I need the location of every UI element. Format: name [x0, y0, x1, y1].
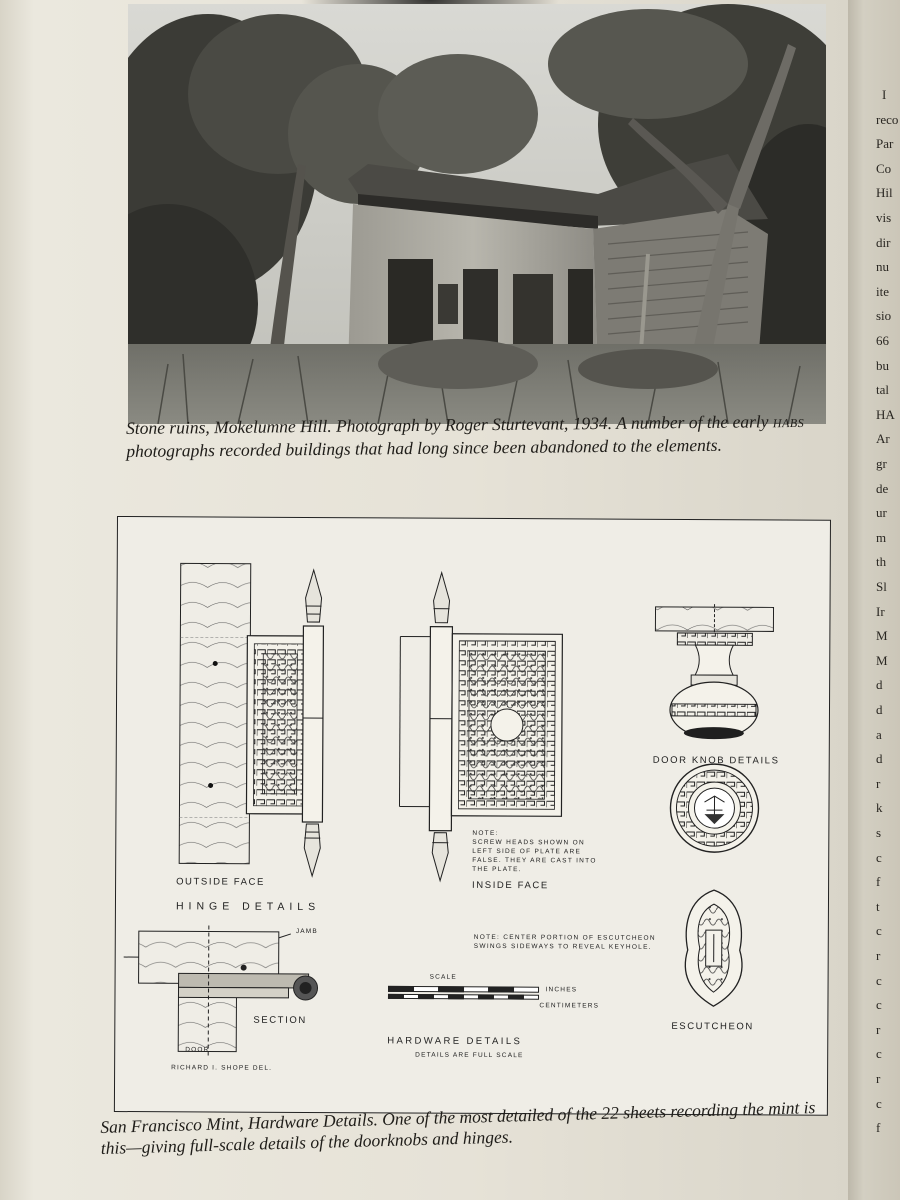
hardware-details-drawing: [114, 516, 831, 1116]
facing-page-fragment: c: [876, 972, 882, 988]
photograph-stone-ruins: [128, 4, 826, 424]
label-inches: INCHES: [545, 986, 578, 994]
label-hardware-details: HARDWARE DETAILS: [387, 1035, 523, 1048]
facing-page-fragment: r: [876, 775, 881, 791]
facing-page-fragment: bu: [876, 357, 889, 373]
facing-page-fragment: 66: [876, 333, 889, 348]
label-door-knob-details: DOOR KNOB DETAILS: [652, 754, 780, 767]
label-escutcheon: ESCUTCHEON: [671, 1020, 754, 1033]
facing-page-fragment: Par: [876, 136, 894, 152]
facing-page-fragment: tal: [876, 382, 889, 398]
note-escutcheon: NOTE: CENTER PORTION OF ESCUTCHEON SWINGS SIDEWAYS TO REVEAL KEYHOLE.: [473, 933, 656, 951]
facing-page-fragment: d: [876, 677, 883, 693]
facing-page-fragment: r: [876, 1071, 881, 1086]
facing-page-fragment: sio: [876, 308, 892, 324]
label-scale: SCALE: [429, 973, 457, 981]
facing-page-fragment: Hil: [876, 185, 893, 201]
facing-page-fragment: M: [876, 628, 888, 644]
facing-page-fragment: M: [876, 652, 888, 668]
photo-caption: [126, 411, 838, 462]
facing-page-fragment: r: [876, 1021, 881, 1037]
facing-page-fragment: Ir: [876, 603, 885, 619]
facing-page-fragment: c: [876, 849, 882, 865]
label-hinge-details: HINGE DETAILS: [175, 900, 321, 914]
label-section: SECTION: [253, 1014, 307, 1027]
facing-page-fragment: c: [876, 997, 882, 1013]
facing-page-fragment: a: [876, 726, 882, 742]
facing-page-fragment: Sl: [876, 579, 887, 594]
facing-page-fragment: t: [876, 898, 880, 914]
label-delineator: RICHARD I. SHOPE DEL.: [171, 1064, 273, 1072]
facing-page-fragment: I: [882, 87, 887, 102]
facing-page-fragment: ite: [876, 283, 889, 299]
facing-page-fragment: f: [876, 874, 881, 890]
facing-page-fragment: vis: [876, 210, 892, 225]
facing-page-fragment: gr: [876, 456, 887, 471]
label-full-scale: DETAILS ARE FULL SCALE: [415, 1051, 524, 1060]
facing-page-fragment: c: [876, 1095, 882, 1111]
photo-caption-habs: HABS: [772, 415, 805, 431]
facing-page-fragment: dir: [876, 234, 891, 250]
facing-page: [848, 0, 900, 1200]
label-centimeters: CENTIMETERS: [539, 1002, 600, 1010]
facing-page-fragment: reco: [876, 111, 899, 127]
facing-page-fragment: HA: [876, 406, 895, 422]
drawing-caption: San Francisco Mint, Hardware Details. One of the most detailed of the 22 sheets recording the mint is this—giving full-scale details of the doorknobs and hinges.: [100, 1097, 816, 1158]
photo-caption-text-b: photographs recorded buildings that had long since been abandoned to the elements.: [126, 434, 722, 461]
facing-page-fragment: r: [876, 948, 881, 963]
facing-page-fragment: c: [876, 923, 882, 939]
label-jamb: JAMB: [295, 927, 318, 936]
facing-page-fragment: de: [876, 480, 889, 496]
facing-page-fragment: ur: [876, 505, 887, 521]
note-screw-heads: NOTE: SCREW HEADS SHOWN ON LEFT SIDE OF PLATE ARE FALSE. THEY ARE CAST INTO THE PLATE.: [472, 829, 597, 874]
facing-page-fragment: nu: [876, 259, 889, 275]
facing-page-fragment: k: [876, 800, 883, 816]
facing-page-fragment: s: [876, 825, 882, 840]
photo-caption-text-a: Stone ruins, Mokelumne Hill. Photograph by Roger Sturtevant, 1934. A number of the early: [126, 411, 773, 438]
label-inside-face: INSIDE FACE: [472, 879, 549, 892]
facing-page-fragment: m: [876, 529, 887, 545]
facing-page-fragment: Ar: [876, 431, 890, 447]
facing-page-fragment: f: [876, 1120, 881, 1136]
facing-page-fragment: th: [876, 554, 887, 570]
facing-page-fragment: d: [876, 751, 883, 767]
facing-page-fragment: Co: [876, 160, 892, 176]
label-outside-face: OUTSIDE FACE: [176, 876, 266, 888]
facing-page-fragment: c: [876, 1046, 882, 1062]
label-door: DOOR: [185, 1046, 210, 1054]
facing-page-fragment: d: [876, 702, 883, 717]
